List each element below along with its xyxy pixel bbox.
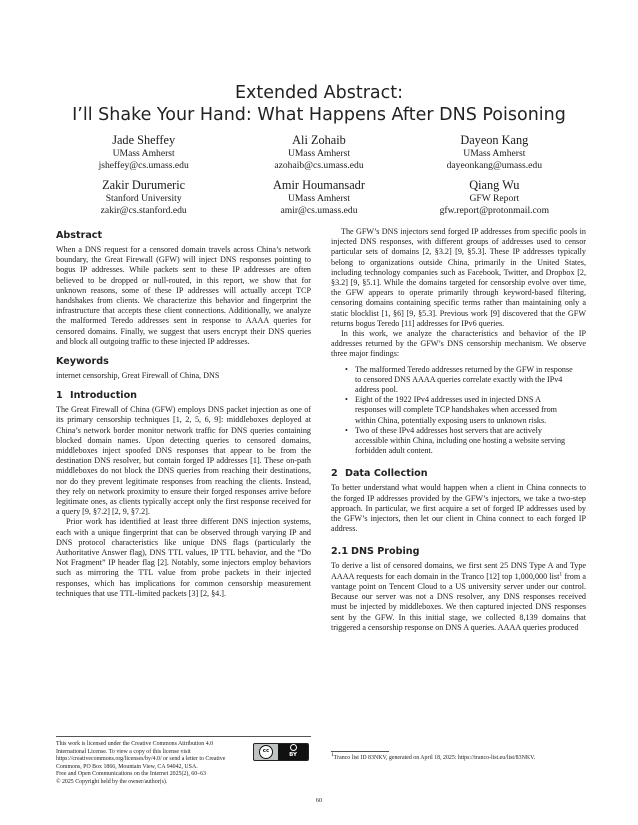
dns-probing-text <box>331 561 586 632</box>
author-name: Qiang Wu <box>469 178 520 192</box>
author-block <box>56 133 582 223</box>
section-title: DNS Probing <box>351 546 420 558</box>
keywords-heading: Keywords <box>56 356 109 368</box>
title-line-2: I’ll Shake Your Hand: What Happens After DNS Poisoning <box>72 105 566 125</box>
list-item: • The malformed Teredo addresses returned by the GFW in response to censored DNS AAAA queries correlate exactly with the IPv4 address pool. <box>355 365 586 396</box>
page-number: 60 <box>315 797 323 804</box>
license-block <box>56 736 311 787</box>
section-number: 2 <box>331 468 338 480</box>
intro-paragraph-1: The Great Firewall of China (GFW) employs DNS packet injection as one of its primary censorship techniques [1, 2, 5, 6, 9]: middleboxes deployed at China’s network border monitor network traffic for DNS queries containing blocked domain names. Upon detecting queries to censored domains, middleboxes inject spoofed DNS responses that appear to be from the destination DNS resolver, but contain forged IP addresses [1]. These on-path middleboxes do not block the DNS queries from reaching their destinations, nor do they prevent legitimate responses from reaching the clients. Instead, they rely on network proximity to ensure their forged responses arrive before legitimate ones, as clients typically accept only the first response received for a query [9, §7.2] [2, 9, §7.2]. <box>56 405 311 517</box>
footnote-marker[interactable]: 1 <box>559 570 563 577</box>
author-name: Ali Zohaib <box>292 133 346 147</box>
by-label: BY <box>289 752 297 759</box>
author-affiliation: UMass Amherst <box>287 148 351 159</box>
abstract-text: When a DNS request for a censored domain travels across China’s network boundary, the Great Firewall (GFW) will inject DNS responses pointing to bogus IP addresses. While packets sent to these IP addresses are often believed to be dropped or null-routed, in this report, we show that for unknown reasons, some of these IP addresses will actually accept TCP handshakes from clients. We characterize this behavior and fingerprint the infrastructure that accepts these client connections. Additionally, we analyze the malformed Teredo addresses sent in response to AAAA queries for censored domains. Finally, we suggest that users encrypt their DNS queries and block all outgoing traffic to these injected IP addresses. <box>56 245 311 346</box>
dns-probing-text-after: from a vantage point on Tencent Cloud to a US university server under our control. Because our server was not a DNS resolver, any DNS responses received must be injected by middleboxes. We then captured injected DNS responses sent by the GFW. In this initial stage, we collected 8,139 domains that triggered a censorship response on DNS A queries. AAAA queries produced <box>331 571 587 632</box>
author-email[interactable]: azohaib@cs.umass.edu <box>274 159 364 171</box>
footnote-number: 1 <box>331 752 334 759</box>
author-card <box>231 133 406 171</box>
author-affiliation: UMass Amherst <box>112 148 175 159</box>
author-email[interactable]: dayeonkang@umass.edu <box>446 159 543 171</box>
section-number: 2.1 <box>331 546 348 558</box>
footnote-text: Tranco list ID 83NKV, generated on April 18, 2025: https://tranco-list.eu/list/83NKV. <box>333 755 536 761</box>
dns-probing-heading <box>331 546 586 558</box>
attribution-person-icon <box>290 744 297 751</box>
author-card <box>407 178 582 216</box>
intro-paragraph-3: The GFW’s DNS injectors send forged IP addresses from specific pools in injected DNS responses, with different groups of addresses used to censor particular sets of domains [2, §3.2] [9, §5.3]. These IP addresses typically belong to organizations outside China, primarily in the United States, including technology companies such as Facebook, Twitter, and Dropbox [2, §3.2] [9, §5.1]. While the domains targeted for censorship evolve over time, the GFW appears to operate primarily through keyword-based filtering, censoring domains containing specific terms rather than maintaining only a static blocklist [1, §6] [9, §5.3]. Previous work [9] discovered that the GFW returns bogus Teredo [11] addresses for IPv6 queries. <box>331 227 586 328</box>
license-text: This work is licensed under the Creative Commons Attribution 4.0 International License. To view a copy of this license visit https://creativecommons.org/licenses/by/4.0/ or send a letter to Creative Commons, PO Box 1866, Mountain View, CA 94042, USA. <box>56 741 226 770</box>
venue-line: Free and Open Communications on the Internet 2025(2), 60–63 <box>56 771 207 778</box>
author-row-2 <box>56 178 582 216</box>
section-number: 1 <box>56 390 63 402</box>
title-line-1: Extended Abstract: <box>234 83 404 103</box>
cc-icon: cc <box>259 745 273 759</box>
author-name: Zakir Durumeric <box>102 178 186 192</box>
dns-probing-text-before: To derive a list of censored domains, we first sent 25 DNS Type A and Type AAAA requests for each domain in the Tranco [12] top 1,000,000 list <box>331 561 586 581</box>
author-affiliation: GFW Report <box>469 193 520 204</box>
author-email[interactable]: zakir@cs.stanford.edu <box>100 204 187 216</box>
author-affiliation: UMass Amherst <box>287 193 351 204</box>
author-card <box>231 178 406 216</box>
keywords-text: internet censorship, Great Firewall of China, DNS <box>56 371 220 381</box>
footnote-rule <box>331 751 389 752</box>
data-collection-text: To better understand what would happen when a client in China connects to the forged IP addresses provided by the GFW’s injectors, we take a two-step approach. In particular, we first acquire a set of forged IP addresses used by the GFW’s injectors, then let our client in China connect to each forged IP address. <box>331 483 586 534</box>
author-name: Dayeon Kang <box>460 133 529 147</box>
abstract-heading: Abstract <box>56 230 103 241</box>
author-name: Amir Houmansadr <box>273 178 365 192</box>
author-affiliation: UMass Amherst <box>463 148 526 159</box>
author-card <box>56 178 231 216</box>
data-collection-heading <box>331 468 586 480</box>
right-column <box>331 227 586 633</box>
cc-by-badge[interactable] <box>253 743 309 761</box>
author-card <box>56 133 231 171</box>
introduction-heading <box>56 390 311 402</box>
author-affiliation: Stanford University <box>105 193 182 204</box>
section-title: Introduction <box>70 390 137 402</box>
intro-paragraph-2: Prior work has identified at least three different DNS injection systems, each with a unique fingerprint that can be observed through varying IP and DNS protocol characteristics like unique DNS flags (particularly the Authoritative Answer flag), DNS TTL values, IP TTL behavior, and the “Do Not Fragment” IP header flag [2]. Notably, some injectors employ behaviors such as mirroring the TTL value from probe packets in their injected responses, which has implications for common censorship measurement techniques that use TTL-limited packets [3] [2, §4.]. <box>56 517 311 598</box>
section-title: Data Collection <box>345 468 428 480</box>
paper-title <box>0 82 638 126</box>
author-email[interactable]: gfw.report@protonmail.com <box>439 204 550 216</box>
author-email[interactable]: amir@cs.umass.edu <box>280 204 358 216</box>
author-row-1 <box>56 133 582 171</box>
list-item: • Two of these IPv4 addresses host servers that are actively accessible within China, including one hosting a website serving forbidden adult content. <box>355 426 586 457</box>
intro-paragraph-4: In this work, we analyze the characteristics and behavior of the IP addresses returned by the GFW’s DNS censorship mechanism. We observe three major findings: <box>331 329 586 359</box>
author-card <box>407 133 582 171</box>
list-item: • Eight of the 1922 IPv4 addresses used in injected DNS A responses will complete TCP handshakes when accessed from within China, potentially exposing users to unknown risks. <box>355 395 586 426</box>
findings-list <box>331 365 586 457</box>
copyright-line: © 2025 Copyright held by the owner/author(s). <box>56 778 168 785</box>
author-email[interactable]: jsheffey@cs.umass.edu <box>98 159 189 171</box>
footnote <box>331 751 586 763</box>
left-column <box>56 230 311 599</box>
author-name: Jade Sheffey <box>112 133 176 147</box>
